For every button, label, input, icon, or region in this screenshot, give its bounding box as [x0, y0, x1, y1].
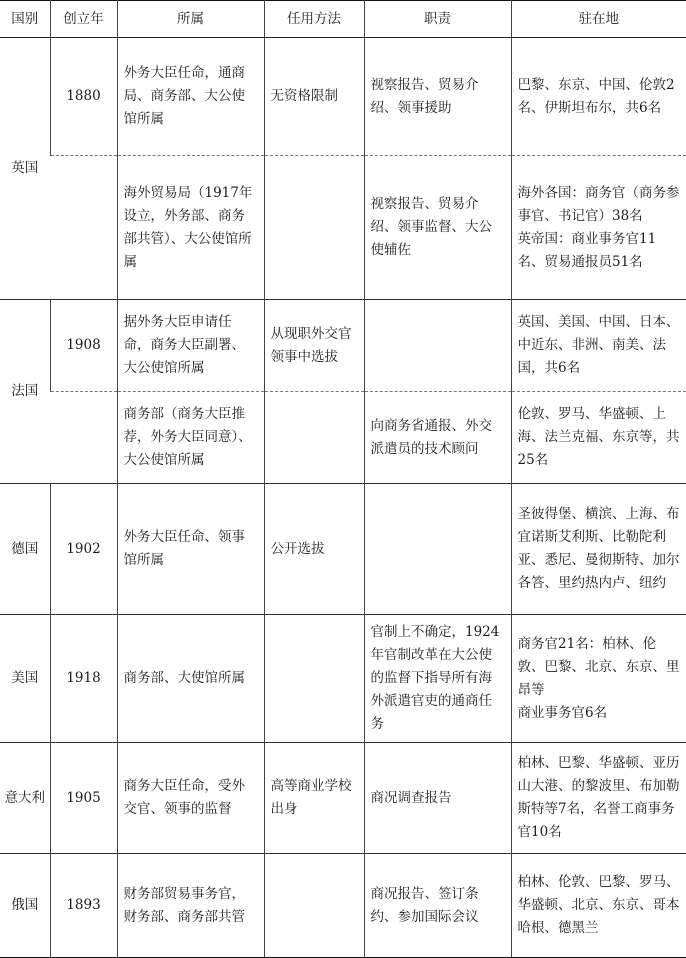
appointment-cell: 高等商业学校出身	[264, 743, 364, 854]
duties-cell: 官制上不确定，1924年官制改革在大公使的监督下指导所有海外派遣官吏的通商任务	[364, 615, 511, 743]
table-row	[0, 156, 686, 300]
location-line: 海外各国：商务官（商务参事官、书记官）38名	[517, 184, 680, 224]
appointment-cell	[264, 156, 364, 300]
appointment-cell	[264, 615, 364, 743]
location-cell	[511, 300, 686, 392]
location-line: 英国、美国、中国、日本、中近东、非洲、南美、法国，共6名	[517, 314, 680, 376]
affiliation-cell: 据外务大臣申请任命，商务大臣副署、大公使馆所属	[117, 300, 264, 392]
appointment-cell: 从现职外交官领事中选拔	[264, 300, 364, 392]
affiliation-cell: 商务部、大使馆所属	[117, 615, 264, 743]
header-duties: 职责	[364, 1, 511, 38]
appointment-cell: 公开选拔	[264, 484, 364, 615]
location-cell	[511, 615, 686, 743]
affiliation-cell: 商务大臣任命，受外交官、领事的监督	[117, 743, 264, 854]
affiliation-cell: 外务大臣任命、领事馆所属	[117, 484, 264, 615]
location-line: 商务官21名：柏林、伦敦、巴黎、北京、东京、里昂等	[517, 635, 680, 698]
affiliation-cell: 外务大臣任命，通商局、商务部、大公使馆所属	[117, 38, 264, 156]
appointment-cell: 无资格限制	[264, 38, 364, 156]
table-row	[0, 392, 686, 484]
duties-cell	[364, 484, 511, 615]
header-year: 创立年	[50, 1, 117, 38]
appointment-cell	[264, 854, 364, 958]
year-cell: 1902	[50, 484, 117, 615]
table-row	[0, 615, 686, 743]
location-cell	[511, 38, 686, 156]
affiliation-cell: 海外贸易局（1917年设立，外务部、商务部共管）、大公使馆所属	[117, 156, 264, 300]
table-row	[0, 854, 686, 958]
year-cell: 1908	[50, 300, 117, 392]
duties-cell	[364, 300, 511, 392]
header-row	[0, 1, 686, 38]
table-row	[0, 300, 686, 392]
affiliation-cell: 商务部（商务大臣推荐，外务大臣同意）、大公使馆所属	[117, 392, 264, 484]
duties-cell: 向商务省通报、外交派遣员的技术顾问	[364, 392, 511, 484]
country-cell: 意大利	[0, 743, 50, 854]
year-cell: 1918	[50, 615, 117, 743]
header-country: 国别	[0, 1, 50, 38]
location-line: 伦敦、罗马、华盛顿、上海、法兰克福、东京等，共25名	[517, 406, 680, 468]
country-cell: 俄国	[0, 854, 50, 958]
location-line: 巴黎、东京、中国、伦敦2名、伊斯坦布尔，共6名	[517, 76, 675, 116]
appointment-cell	[264, 392, 364, 484]
year-cell	[50, 392, 117, 484]
table-row	[0, 38, 686, 156]
location-cell	[511, 743, 686, 854]
affiliation-cell: 财务部贸易事务官，财务部、商务部共管	[117, 854, 264, 958]
header-affiliation: 所属	[117, 1, 264, 38]
header-location: 驻在地	[511, 1, 686, 38]
location-cell	[511, 156, 686, 300]
country-cell: 美国	[0, 615, 50, 743]
duties-cell: 商况报告、签订条约、参加国际会议	[364, 854, 511, 958]
duties-cell: 商况调查报告	[364, 743, 511, 854]
location-cell	[511, 854, 686, 958]
location-line: 圣彼得堡、横滨、上海、布宜诺斯艾利斯、比勒陀利亚、悉尼、曼彻斯特、加尔各答、里约热内卢、纽约	[517, 506, 680, 591]
location-line: 柏林、巴黎、华盛顿、亚历山大港、的黎波里、布加勒斯特等7名，名誉工商事务官10名	[517, 755, 680, 840]
country-cell: 英国	[0, 38, 50, 300]
country-cell: 法国	[0, 300, 50, 484]
location-cell	[511, 484, 686, 615]
location-line: 商业事务官6名	[517, 704, 608, 721]
location-line: 英帝国：商业事务官11名、贸易通报员51名	[517, 230, 657, 270]
location-cell	[511, 392, 686, 484]
table-row	[0, 743, 686, 854]
location-line: 柏林、伦敦、巴黎、罗马、华盛顿、北京、东京、哥本哈根、德黑兰	[517, 874, 680, 936]
table-row	[0, 484, 686, 615]
year-cell: 1893	[50, 854, 117, 958]
year-cell: 1880	[50, 38, 117, 156]
year-cell: 1905	[50, 743, 117, 854]
year-cell	[50, 156, 117, 300]
header-appointment: 任用方法	[264, 1, 364, 38]
country-cell: 德国	[0, 484, 50, 615]
duties-cell: 视察报告、贸易介绍、领事援助	[364, 38, 511, 156]
duties-cell: 视察报告、贸易介绍、领事监督、大公使辅佐	[364, 156, 511, 300]
